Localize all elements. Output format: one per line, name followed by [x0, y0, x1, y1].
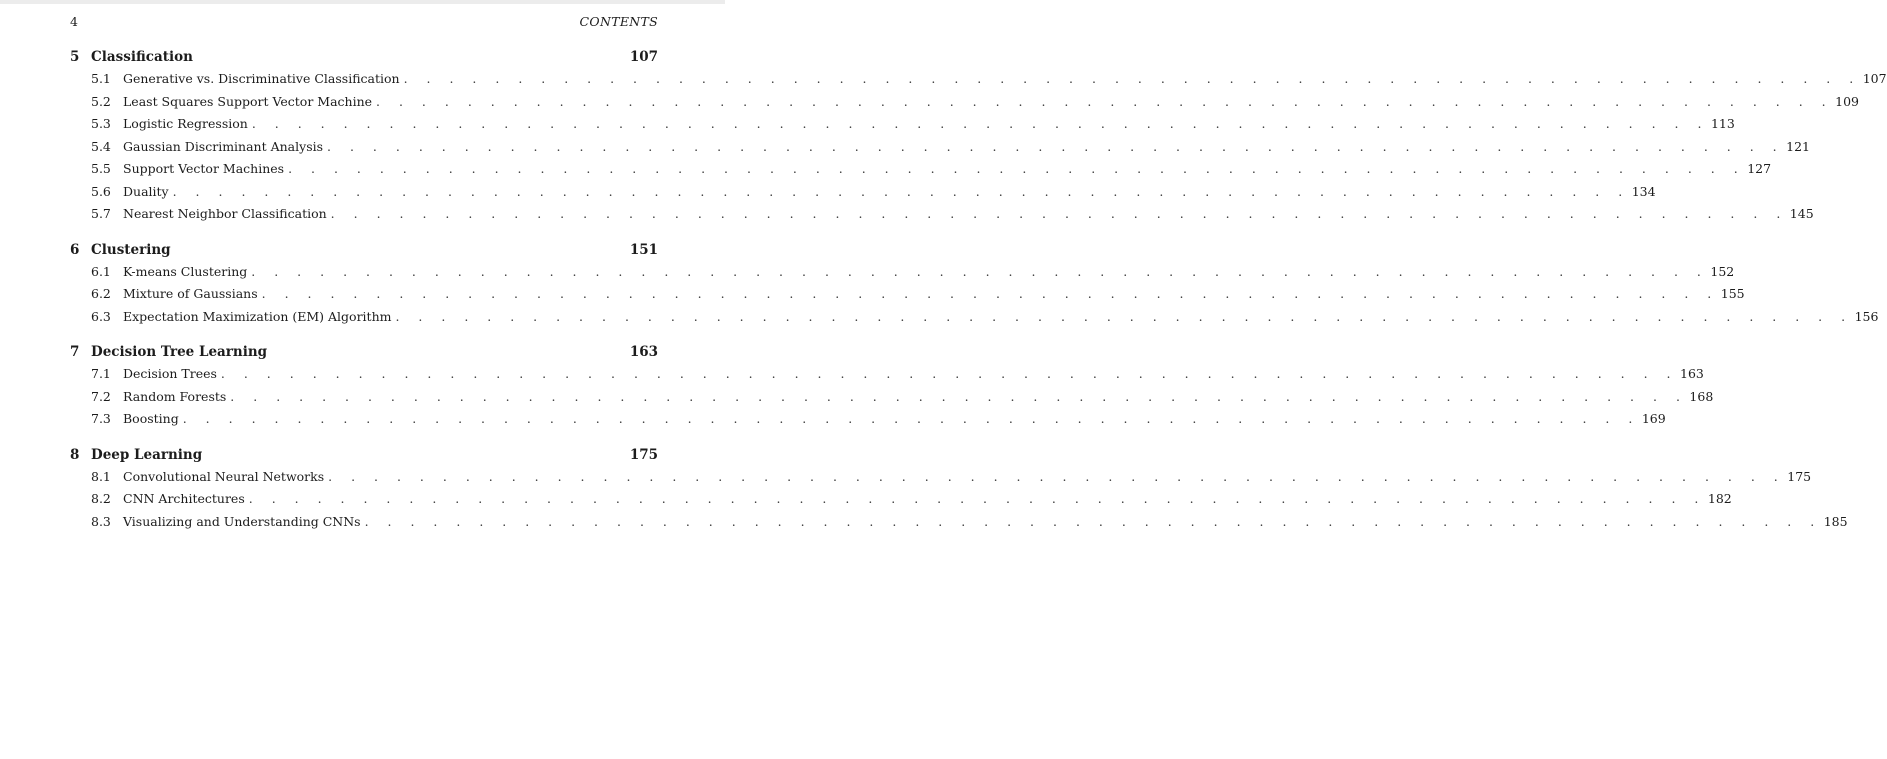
dot-leader: . . . . . . . . . . . . . . . . . . . . . . . . . . . . . . . . . . . . . . . . . . . . . . . . . . . . . . . . . . . . . . . .	[395, 308, 1853, 324]
section-title: Logistic Regression	[123, 116, 248, 131]
dot-leader: . . . . . . . . . . . . . . . . . . . . . . . . . . . . . . . . . . . . . . . . . . . . . . . . . . . . . . . . . . . . . . . .	[251, 263, 1709, 279]
chapter-number: 8	[70, 446, 80, 463]
section-entry[interactable]	[70, 181, 1656, 204]
section-page-number: 121	[1786, 138, 1811, 154]
section-title: Gaussian Discriminant Analysis	[123, 138, 324, 154]
table-of-contents	[70, 46, 1887, 533]
toc-chapter	[70, 46, 1887, 226]
section-number: 7.3	[91, 411, 111, 426]
section-number: 6.3	[91, 308, 111, 324]
document-page	[70, 14, 1887, 546]
chapter-page-number: 107	[629, 49, 658, 65]
chapter-page-number: 163	[629, 344, 658, 360]
section-entry[interactable]	[70, 136, 1811, 159]
section-title: Support Vector Machines	[123, 161, 285, 176]
section-title: Nearest Neighbor Classification	[123, 206, 327, 221]
section-entry[interactable]	[70, 203, 1814, 226]
dot-leader: . . . . . . . . . . . . . . . . . . . . . . . . . . . . . . . . . . . . . . . . . . . . . . . . . . . . . . . . . . . . . . . .	[364, 513, 1822, 529]
section-title: Visualizing and Understanding CNNs	[123, 513, 361, 529]
section-number: 5.7	[91, 206, 111, 221]
section-number: 8.3	[91, 513, 111, 529]
section-page-number: 113	[1710, 116, 1735, 131]
section-title: Expectation Maximization (EM) Algorithm	[123, 308, 392, 324]
chapter-number: 7	[70, 344, 80, 360]
toc-chapter	[70, 341, 1714, 431]
section-entry[interactable]	[70, 283, 1745, 306]
section-entry[interactable]	[70, 466, 1812, 489]
dot-leader: . . . . . . . . . . . . . . . . . . . . . . . . . . . . . . . . . . . . . . . . . . . . . . . . . . . . . . . . . . . . . . . .	[261, 286, 1719, 301]
section-entry[interactable]	[70, 408, 1666, 431]
dot-leader: . . . . . . . . . . . . . . . . . . . . . . . . . . . . . . . . . . . . . . . . . . . . . . . . . . . . . . . . . . . . . . . .	[328, 468, 1786, 484]
section-number: 5.1	[91, 71, 111, 86]
chapter-entry[interactable]	[70, 444, 658, 466]
section-title: Convolutional Neural Networks	[123, 468, 325, 484]
section-page-number: 156	[1854, 308, 1879, 324]
section-number: 6.1	[91, 263, 111, 279]
chapter-number: 6	[70, 241, 80, 258]
section-page-number: 152	[1710, 263, 1735, 279]
section-number: 5.2	[91, 93, 111, 109]
section-page-number: 185	[1823, 513, 1848, 529]
section-number: 6.2	[91, 286, 111, 301]
section-page-number: 169	[1641, 411, 1666, 426]
running-title: CONTENTS	[579, 14, 658, 29]
section-title: Least Squares Support Vector Machine	[123, 93, 373, 109]
section-number: 5.3	[91, 116, 111, 131]
toc-chapter	[70, 239, 1879, 329]
dot-leader: . . . . . . . . . . . . . . . . . . . . . . . . . . . . . . . . . . . . . . . . . . . . . . . . . . . . . . . . . . . . . . . .	[230, 388, 1688, 404]
section-entry[interactable]	[70, 91, 1860, 114]
section-title: Duality	[123, 183, 169, 199]
section-entry[interactable]	[70, 363, 1704, 386]
section-title: Decision Trees	[123, 366, 217, 381]
chapter-title: Classification	[91, 49, 193, 65]
section-page-number: 107	[1862, 71, 1887, 86]
section-title: Boosting	[123, 411, 179, 426]
chapter-number: 5	[70, 49, 80, 65]
section-entry[interactable]	[70, 261, 1735, 284]
chapter-page-number: 151	[629, 241, 658, 258]
section-page-number: 127	[1747, 161, 1772, 176]
chapter-entry[interactable]	[70, 239, 658, 261]
section-number: 5.5	[91, 161, 111, 176]
page-number: 4	[70, 14, 78, 29]
dot-leader: . . . . . . . . . . . . . . . . . . . . . . . . . . . . . . . . . . . . . . . . . . . . . . . . . . . . . . . . . . . . . . . .	[182, 411, 1640, 426]
section-page-number: 175	[1787, 468, 1812, 484]
section-page-number: 182	[1707, 491, 1732, 506]
dot-leader: . . . . . . . . . . . . . . . . . . . . . . . . . . . . . . . . . . . . . . . . . . . . . . . . . . . . . . . . . . . . . . . .	[288, 161, 1746, 176]
dot-leader: . . . . . . . . . . . . . . . . . . . . . . . . . . . . . . . . . . . . . . . . . . . . . . . . . . . . . . . . . . . . . . . .	[403, 71, 1861, 86]
chapter-title: Deep Learning	[91, 446, 203, 463]
chapter-title: Decision Tree Learning	[91, 344, 268, 360]
running-header	[70, 14, 658, 36]
section-entry[interactable]	[70, 386, 1714, 409]
section-number: 5.4	[91, 138, 111, 154]
section-title: Generative vs. Discriminative Classification	[123, 71, 400, 86]
section-entry[interactable]	[70, 306, 1879, 329]
dot-leader: . . . . . . . . . . . . . . . . . . . . . . . . . . . . . . . . . . . . . . . . . . . . . . . . . . . . . . . . . . . . . . . .	[330, 206, 1788, 221]
toc-chapter	[70, 444, 1848, 534]
dot-leader: . . . . . . . . . . . . . . . . . . . . . . . . . . . . . . . . . . . . . . . . . . . . . . . . . . . . . . . . . . . . . . . .	[251, 116, 1709, 131]
dot-leader: . . . . . . . . . . . . . . . . . . . . . . . . . . . . . . . . . . . . . . . . . . . . . . . . . . . . . . . . . . . . . . . .	[327, 138, 1785, 154]
chapter-entry[interactable]	[70, 341, 658, 363]
section-entry[interactable]	[70, 68, 1887, 91]
section-number: 8.2	[91, 491, 111, 506]
section-entry[interactable]	[70, 158, 1772, 181]
section-number: 5.6	[91, 183, 111, 199]
section-page-number: 109	[1835, 93, 1860, 109]
section-title: K-means Clustering	[123, 263, 248, 279]
section-number: 7.2	[91, 388, 111, 404]
section-number: 8.1	[91, 468, 111, 484]
top-border	[0, 0, 725, 4]
chapter-entry[interactable]	[70, 46, 658, 68]
dot-leader: . . . . . . . . . . . . . . . . . . . . . . . . . . . . . . . . . . . . . . . . . . . . . . . . . . . . . . . . . . . . . . . .	[220, 366, 1679, 381]
section-page-number: 163	[1680, 366, 1704, 381]
section-entry[interactable]	[70, 113, 1735, 136]
section-page-number: 168	[1689, 388, 1714, 404]
chapter-title: Clustering	[91, 241, 171, 258]
dot-leader: . . . . . . . . . . . . . . . . . . . . . . . . . . . . . . . . . . . . . . . . . . . . . . . . . . . . . . . . . . . . . . . .	[172, 183, 1630, 199]
section-title: Random Forests	[123, 388, 227, 404]
section-title: CNN Architectures	[123, 491, 245, 506]
dot-leader: . . . . . . . . . . . . . . . . . . . . . . . . . . . . . . . . . . . . . . . . . . . . . . . . . . . . . . . . . . . . . . . .	[248, 491, 1706, 506]
section-entry[interactable]	[70, 511, 1848, 534]
section-entry[interactable]	[70, 488, 1732, 511]
chapter-page-number: 175	[629, 446, 658, 463]
section-page-number: 134	[1631, 183, 1656, 199]
dot-leader: . . . . . . . . . . . . . . . . . . . . . . . . . . . . . . . . . . . . . . . . . . . . . . . . . . . . . . . . . . . . . . . .	[376, 93, 1834, 109]
section-page-number: 155	[1720, 286, 1745, 301]
section-number: 7.1	[91, 366, 111, 381]
section-page-number: 145	[1789, 206, 1814, 221]
section-title: Mixture of Gaussians	[123, 286, 258, 301]
